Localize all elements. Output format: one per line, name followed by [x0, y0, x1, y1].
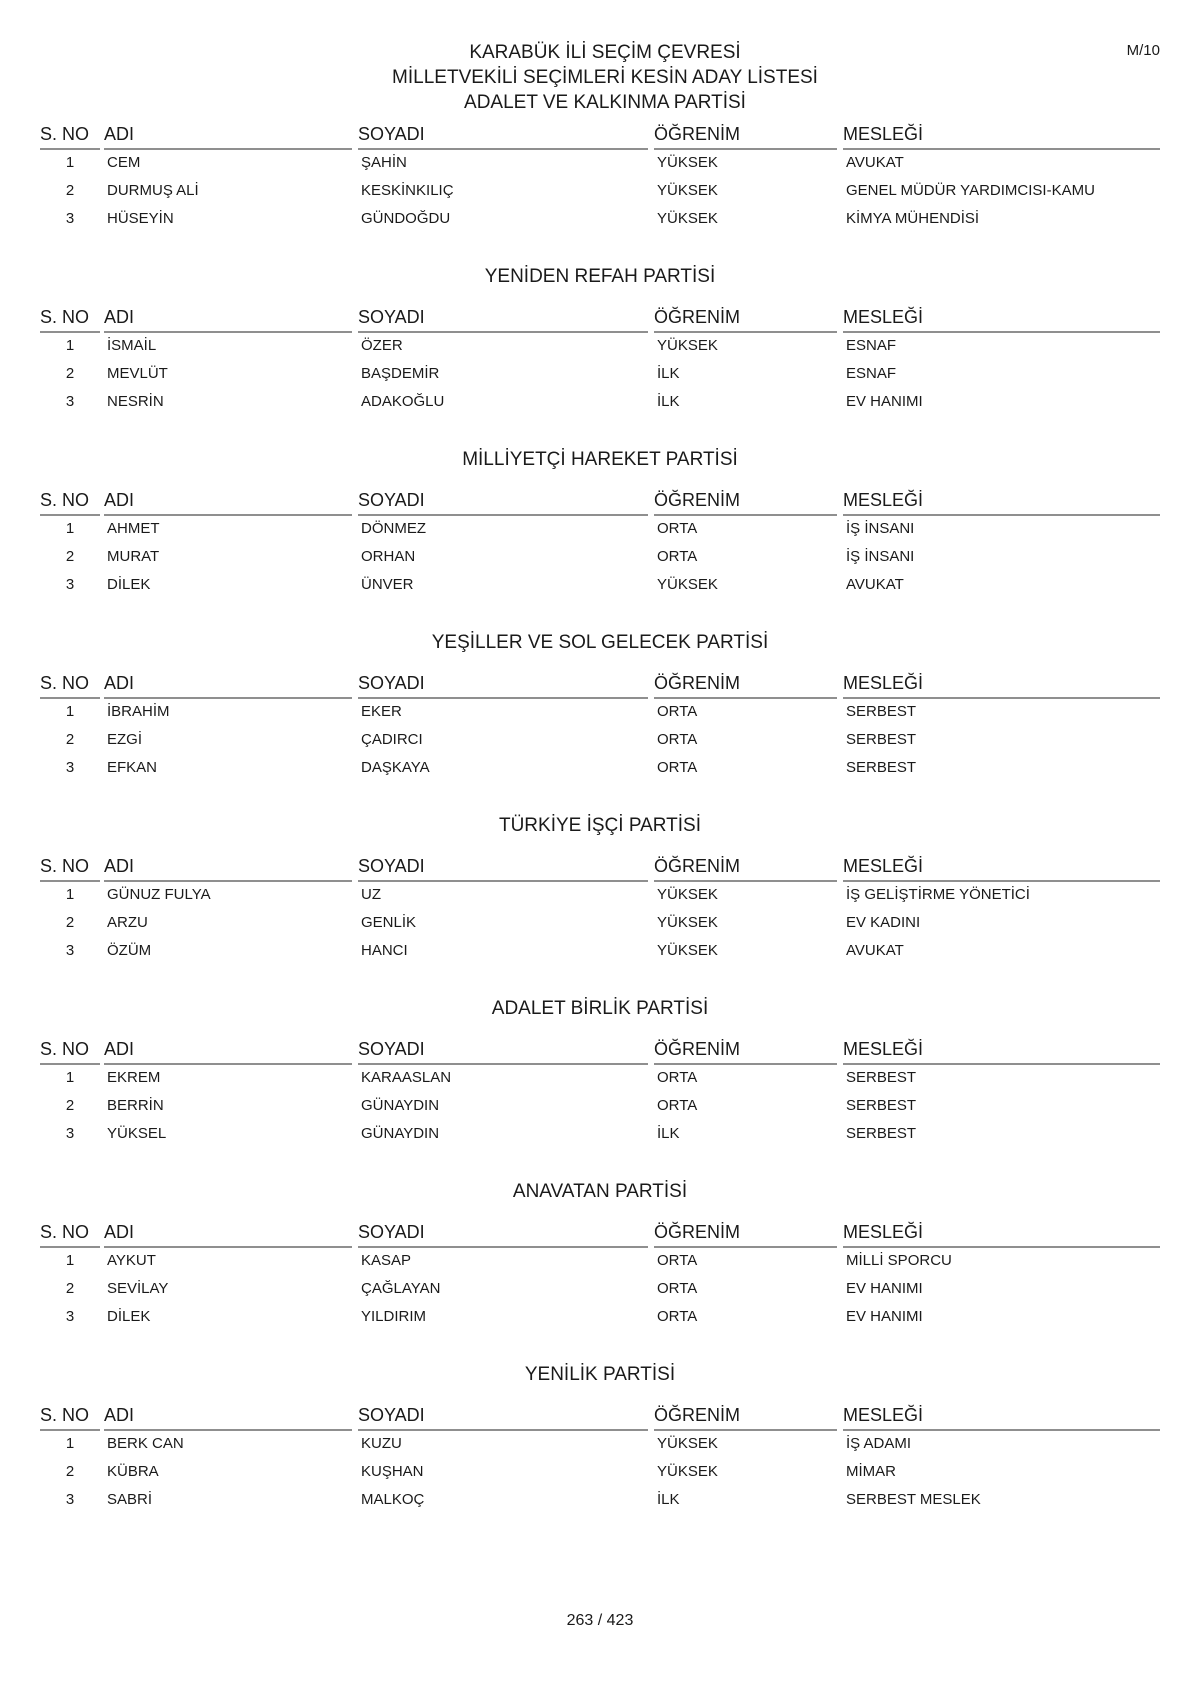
column-header-no-label: S. NO — [40, 1222, 90, 1242]
cell-name: EFKAN — [107, 759, 158, 776]
cell-surname: DAŞKAYA — [361, 759, 430, 776]
cell-surname: UZ — [361, 886, 381, 903]
column-header-education-label: ÖĞRENİM — [654, 1222, 741, 1242]
party-title: YENİLİK PARTİSİ — [524, 1364, 676, 1385]
page-number: 263 / 423 — [566, 1612, 634, 1629]
column-header-surname-label: SOYADI — [358, 1405, 425, 1425]
column-header-name-label: ADI — [104, 673, 135, 693]
column-header-no — [40, 1405, 100, 1431]
table-row — [40, 393, 1160, 423]
cell-education: YÜKSEK — [657, 576, 718, 593]
table-row — [40, 1252, 1160, 1282]
table-row — [40, 1463, 1160, 1493]
column-header-name-label: ADI — [104, 124, 135, 144]
cell-surname: GÜNAYDIN — [361, 1097, 440, 1114]
column-header-surname — [358, 1039, 648, 1065]
cell-education: YÜKSEK — [657, 1435, 718, 1452]
cell-surname: ÜNVER — [361, 576, 414, 593]
table-row — [40, 576, 1160, 606]
cell-occupation: SERBEST MESLEK — [846, 1491, 981, 1508]
column-header-no-label: S. NO — [40, 490, 90, 510]
cell-name: DİLEK — [107, 576, 151, 593]
cell-no: 3 — [65, 210, 75, 227]
column-header-occupation-label: MESLEĞİ — [843, 307, 924, 327]
cell-surname: BAŞDEMİR — [361, 365, 440, 382]
cell-education: YÜKSEK — [657, 182, 718, 199]
table-row — [40, 1491, 1160, 1521]
cell-occupation: SERBEST — [846, 1125, 917, 1142]
cell-education: İLK — [657, 1125, 680, 1142]
cell-name: EZGİ — [107, 731, 143, 748]
cell-name: BERRİN — [107, 1097, 164, 1114]
table-header — [40, 1216, 1160, 1246]
cell-occupation: AVUKAT — [846, 576, 904, 593]
cell-name: KÜBRA — [107, 1463, 159, 1480]
table-row — [40, 182, 1160, 212]
column-header-no — [40, 1039, 100, 1065]
header-party: ADALET VE KALKINMA PARTİSİ — [464, 92, 746, 113]
cell-education: İLK — [657, 393, 680, 410]
cell-surname: ORHAN — [361, 548, 416, 565]
table-row — [40, 914, 1160, 944]
table-row — [40, 548, 1160, 578]
cell-occupation: KİMYA MÜHENDİSİ — [846, 210, 980, 227]
table-row — [40, 1308, 1160, 1338]
column-header-name-label: ADI — [104, 1039, 135, 1059]
table-header — [40, 667, 1160, 697]
cell-name: MEVLÜT — [107, 365, 168, 382]
column-header-no-label: S. NO — [40, 856, 90, 876]
page-code: M/10 — [1126, 42, 1160, 59]
cell-occupation: İŞ GELİŞTİRME YÖNETİCİ — [846, 886, 1030, 903]
cell-occupation: MİLLİ SPORCU — [846, 1252, 952, 1269]
cell-education: İLK — [657, 1491, 680, 1508]
column-header-surname-label: SOYADI — [358, 124, 425, 144]
column-header-occupation-label: MESLEĞİ — [843, 490, 924, 510]
column-header-education — [654, 490, 837, 516]
column-header-surname-label: SOYADI — [358, 1039, 425, 1059]
column-header-name-label: ADI — [104, 856, 135, 876]
table-row — [40, 1435, 1160, 1465]
cell-education: ORTA — [657, 1252, 698, 1269]
column-header-occupation — [843, 490, 1160, 516]
cell-surname: DÖNMEZ — [361, 520, 426, 537]
party-title: YEŞİLLER VE SOL GELECEK PARTİSİ — [431, 632, 769, 653]
cell-name: ÖZÜM — [107, 942, 152, 959]
cell-education: YÜKSEK — [657, 210, 718, 227]
column-header-name — [104, 307, 352, 333]
party-title: YENİDEN REFAH PARTİSİ — [484, 266, 716, 287]
column-header-no-label: S. NO — [40, 673, 90, 693]
cell-surname: GÜNDOĞDU — [361, 210, 451, 227]
column-header-no-label: S. NO — [40, 1039, 90, 1059]
cell-education: ORTA — [657, 1069, 698, 1086]
cell-surname: KUŞHAN — [361, 1463, 424, 1480]
cell-surname: KASAP — [361, 1252, 412, 1269]
cell-name: YÜKSEL — [107, 1125, 167, 1142]
table-row — [40, 759, 1160, 789]
cell-surname: GÜNAYDIN — [361, 1125, 440, 1142]
table-header — [40, 118, 1160, 148]
table-header — [40, 301, 1160, 331]
cell-education: ORTA — [657, 1280, 698, 1297]
cell-name: İBRAHİM — [107, 703, 170, 720]
table-row — [40, 1125, 1160, 1155]
cell-surname: GENLİK — [361, 914, 417, 931]
column-header-occupation — [843, 856, 1160, 882]
column-header-education — [654, 1405, 837, 1431]
cell-no: 1 — [65, 1069, 75, 1086]
cell-name: GÜNUZ FULYA — [107, 886, 211, 903]
cell-education: ORTA — [657, 759, 698, 776]
cell-no: 1 — [65, 703, 75, 720]
cell-no: 1 — [65, 1435, 75, 1452]
table-row — [40, 1097, 1160, 1127]
cell-name: BERK CAN — [107, 1435, 184, 1452]
cell-name: SEVİLAY — [107, 1280, 169, 1297]
cell-no: 1 — [65, 154, 75, 171]
cell-education: YÜKSEK — [657, 337, 718, 354]
table-row — [40, 1280, 1160, 1310]
column-header-surname — [358, 124, 648, 150]
header-list-title: MİLLETVEKİLİ SEÇİMLERİ KESİN ADAY LİSTESİ — [392, 67, 818, 88]
column-header-education — [654, 307, 837, 333]
cell-no: 3 — [65, 393, 75, 410]
column-header-surname-label: SOYADI — [358, 1222, 425, 1242]
cell-no: 2 — [65, 548, 75, 565]
column-header-no — [40, 1222, 100, 1248]
table-header — [40, 1033, 1160, 1063]
cell-no: 2 — [65, 914, 75, 931]
table-row — [40, 703, 1160, 733]
column-header-education — [654, 1222, 837, 1248]
cell-name: İSMAİL — [107, 337, 157, 354]
cell-surname: ÇADIRCI — [361, 731, 423, 748]
column-header-education-label: ÖĞRENİM — [654, 673, 741, 693]
column-header-surname — [358, 1405, 648, 1431]
table-row — [40, 520, 1160, 550]
cell-no: 2 — [65, 182, 75, 199]
cell-education: YÜKSEK — [657, 942, 718, 959]
cell-no: 1 — [65, 520, 75, 537]
cell-occupation: EV HANIMI — [846, 1308, 923, 1325]
column-header-surname — [358, 673, 648, 699]
cell-education: YÜKSEK — [657, 1463, 718, 1480]
table-row — [40, 886, 1160, 916]
column-header-occupation — [843, 1405, 1160, 1431]
table-row — [40, 1069, 1160, 1099]
cell-no: 3 — [65, 759, 75, 776]
cell-education: ORTA — [657, 548, 698, 565]
cell-name: AHMET — [107, 520, 160, 537]
column-header-occupation-label: MESLEĞİ — [843, 673, 924, 693]
cell-surname: HANCI — [361, 942, 408, 959]
column-header-education-label: ÖĞRENİM — [654, 1039, 741, 1059]
cell-no: 2 — [65, 731, 75, 748]
column-header-name-label: ADI — [104, 1405, 135, 1425]
table-header — [40, 1399, 1160, 1429]
column-header-no — [40, 307, 100, 333]
cell-occupation: İŞ İNSANI — [846, 548, 915, 565]
cell-education: ORTA — [657, 703, 698, 720]
table-row — [40, 337, 1160, 367]
cell-name: CEM — [107, 154, 141, 171]
column-header-education-label: ÖĞRENİM — [654, 307, 741, 327]
cell-surname: YILDIRIM — [361, 1308, 427, 1325]
table-row — [40, 154, 1160, 184]
cell-occupation: SERBEST — [846, 1069, 917, 1086]
cell-no: 3 — [65, 1491, 75, 1508]
cell-no: 2 — [65, 1097, 75, 1114]
cell-name: NESRİN — [107, 393, 164, 410]
header-province: KARABÜK İLİ SEÇİM ÇEVRESİ — [469, 42, 741, 63]
column-header-name-label: ADI — [104, 1222, 135, 1242]
column-header-no — [40, 124, 100, 150]
cell-education: ORTA — [657, 1097, 698, 1114]
column-header-education-label: ÖĞRENİM — [654, 490, 741, 510]
table-row — [40, 365, 1160, 395]
column-header-education — [654, 124, 837, 150]
document-header — [0, 40, 1200, 115]
cell-surname: KUZU — [361, 1435, 402, 1452]
cell-surname: KARAASLAN — [361, 1069, 452, 1086]
column-header-surname-label: SOYADI — [358, 490, 425, 510]
cell-education: İLK — [657, 365, 680, 382]
cell-name: MURAT — [107, 548, 160, 565]
cell-surname: ÖZER — [361, 337, 403, 354]
column-header-surname — [358, 490, 648, 516]
cell-surname: ÇAĞLAYAN — [361, 1280, 441, 1297]
cell-occupation: SERBEST — [846, 759, 917, 776]
column-header-name — [104, 124, 352, 150]
cell-occupation: SERBEST — [846, 1097, 917, 1114]
table-header — [40, 484, 1160, 514]
column-header-occupation — [843, 1222, 1160, 1248]
column-header-name-label: ADI — [104, 490, 135, 510]
cell-no: 2 — [65, 365, 75, 382]
column-header-no — [40, 856, 100, 882]
cell-occupation: AVUKAT — [846, 154, 904, 171]
cell-no: 2 — [65, 1280, 75, 1297]
cell-education: YÜKSEK — [657, 154, 718, 171]
cell-name: ARZU — [107, 914, 148, 931]
column-header-no — [40, 490, 100, 516]
cell-occupation: ESNAF — [846, 337, 897, 354]
column-header-no — [40, 673, 100, 699]
column-header-education — [654, 1039, 837, 1065]
cell-education: YÜKSEK — [657, 914, 718, 931]
column-header-name-label: ADI — [104, 307, 135, 327]
cell-name: HÜSEYİN — [107, 210, 174, 227]
table-row — [40, 942, 1160, 972]
column-header-name — [104, 856, 352, 882]
column-header-name — [104, 673, 352, 699]
column-header-occupation — [843, 1039, 1160, 1065]
party-title: TÜRKİYE İŞÇİ PARTİSİ — [498, 815, 701, 836]
column-header-education — [654, 856, 837, 882]
column-header-occupation-label: MESLEĞİ — [843, 856, 924, 876]
cell-name: DURMUŞ ALİ — [107, 182, 199, 199]
column-header-name — [104, 490, 352, 516]
cell-name: SABRİ — [107, 1491, 153, 1508]
column-header-surname-label: SOYADI — [358, 673, 425, 693]
cell-occupation: ESNAF — [846, 365, 897, 382]
column-header-no-label: S. NO — [40, 124, 90, 144]
column-header-surname-label: SOYADI — [358, 856, 425, 876]
cell-no: 3 — [65, 576, 75, 593]
column-header-name — [104, 1039, 352, 1065]
cell-occupation: AVUKAT — [846, 942, 904, 959]
cell-surname: ŞAHİN — [361, 154, 407, 171]
cell-education: ORTA — [657, 520, 698, 537]
party-title: MİLLİYETÇİ HAREKET PARTİSİ — [462, 449, 738, 470]
cell-occupation: İŞ ADAMI — [846, 1435, 912, 1452]
party-title: ADALET BİRLİK PARTİSİ — [491, 998, 709, 1019]
cell-occupation: MİMAR — [846, 1463, 896, 1480]
party-title: ANAVATAN PARTİSİ — [512, 1181, 688, 1202]
cell-education: ORTA — [657, 1308, 698, 1325]
column-header-no-label: S. NO — [40, 307, 90, 327]
column-header-no-label: S. NO — [40, 1405, 90, 1425]
cell-occupation: GENEL MÜDÜR YARDIMCISI-KAMU — [846, 182, 1095, 199]
candidate-sections — [40, 118, 1160, 1582]
column-header-occupation-label: MESLEĞİ — [843, 124, 924, 144]
column-header-education-label: ÖĞRENİM — [654, 124, 741, 144]
cell-no: 3 — [65, 942, 75, 959]
cell-name: DİLEK — [107, 1308, 151, 1325]
column-header-education — [654, 673, 837, 699]
column-header-occupation-label: MESLEĞİ — [843, 1405, 924, 1425]
column-header-occupation — [843, 124, 1160, 150]
cell-occupation: EV HANIMI — [846, 393, 923, 410]
column-header-education-label: ÖĞRENİM — [654, 1405, 741, 1425]
table-row — [40, 210, 1160, 240]
cell-no: 1 — [65, 1252, 75, 1269]
cell-occupation: EV KADINI — [846, 914, 921, 931]
column-header-surname — [358, 1222, 648, 1248]
column-header-surname — [358, 856, 648, 882]
cell-education: ORTA — [657, 731, 698, 748]
cell-no: 2 — [65, 1463, 75, 1480]
column-header-occupation — [843, 673, 1160, 699]
cell-surname: ADAKOĞLU — [361, 393, 445, 410]
column-header-name — [104, 1222, 352, 1248]
column-header-surname-label: SOYADI — [358, 307, 425, 327]
cell-occupation: SERBEST — [846, 731, 917, 748]
cell-occupation: İŞ İNSANI — [846, 520, 915, 537]
column-header-surname — [358, 307, 648, 333]
column-header-education-label: ÖĞRENİM — [654, 856, 741, 876]
table-row — [40, 731, 1160, 761]
cell-occupation: SERBEST — [846, 703, 917, 720]
column-header-occupation-label: MESLEĞİ — [843, 1222, 924, 1242]
column-header-occupation-label: MESLEĞİ — [843, 1039, 924, 1059]
party-section — [40, 1364, 1160, 1582]
column-header-name — [104, 1405, 352, 1431]
cell-no: 1 — [65, 337, 75, 354]
column-header-occupation — [843, 307, 1160, 333]
cell-surname: EKER — [361, 703, 402, 720]
cell-education: YÜKSEK — [657, 886, 718, 903]
cell-no: 1 — [65, 886, 75, 903]
cell-surname: MALKOÇ — [361, 1491, 425, 1508]
cell-occupation: EV HANIMI — [846, 1280, 923, 1297]
cell-no: 3 — [65, 1125, 75, 1142]
table-header — [40, 850, 1160, 880]
cell-no: 3 — [65, 1308, 75, 1325]
cell-name: AYKUT — [107, 1252, 156, 1269]
cell-name: EKREM — [107, 1069, 161, 1086]
cell-surname: KESKİNKILIÇ — [361, 182, 454, 199]
